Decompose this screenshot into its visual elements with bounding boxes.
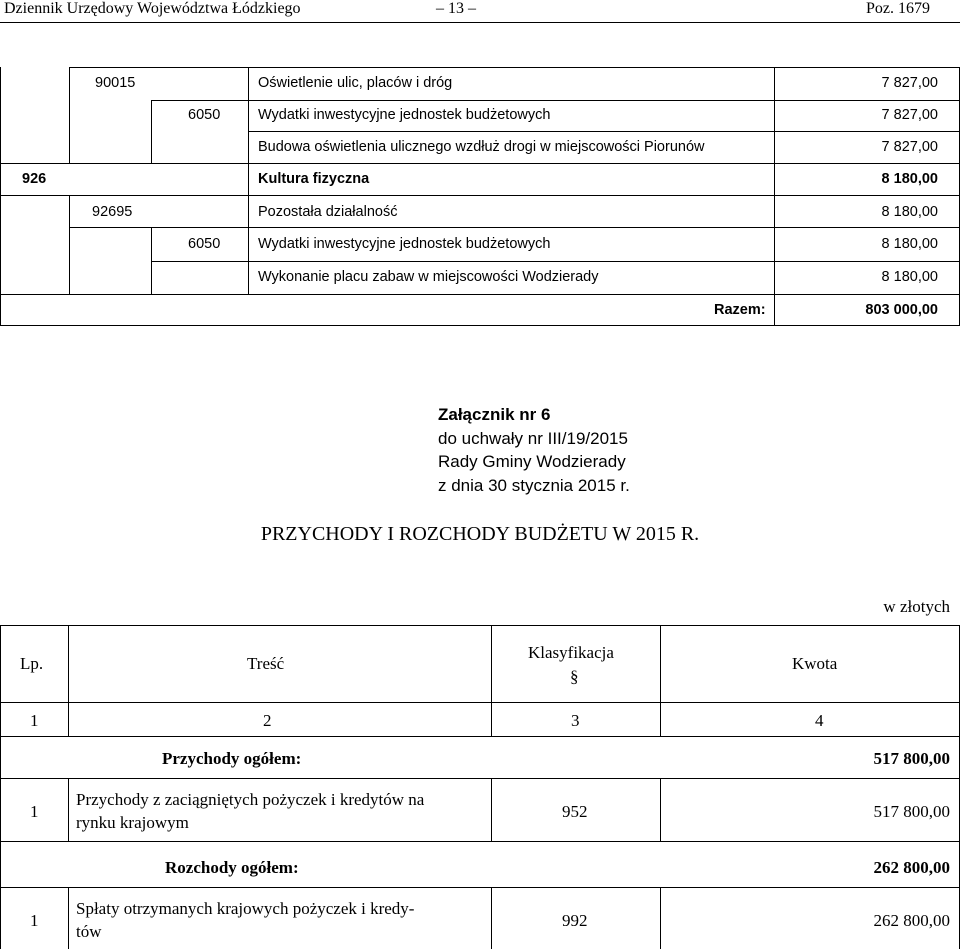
table-border: [248, 67, 249, 163]
column-number: 2: [263, 711, 272, 730]
expense-table: [0, 67, 960, 326]
journal-title: Dziennik Urzędowy Województwa Łódzkiego: [4, 0, 301, 17]
row-classification: 992: [562, 911, 588, 930]
table-border: [248, 163, 249, 294]
table-border: [0, 163, 1, 326]
table-border: [491, 887, 492, 949]
dzial-code: 926: [22, 171, 47, 187]
column-number: 3: [571, 711, 580, 730]
attachment-info: [438, 403, 630, 497]
paragraf-code: 6050: [188, 107, 221, 123]
table-border: [0, 841, 960, 842]
total-amount: 803 000,00: [865, 302, 938, 318]
income-total-label: Przychody ogółem:: [162, 749, 302, 768]
paragraf-code: 6050: [188, 236, 221, 252]
unit-label: w złotych: [883, 597, 950, 616]
table-border: [0, 294, 960, 295]
table-border: [0, 625, 1, 949]
table-border: [0, 736, 960, 737]
rozdzial-code: 92695: [92, 204, 133, 220]
table-border: [660, 887, 661, 949]
total-label: Razem:: [714, 302, 766, 318]
header-kwota: Kwota: [792, 654, 838, 673]
row-description: Budowa oświetlenia ulicznego wzdłuż drogi w miejscowości Piorunów: [258, 139, 705, 155]
page-header: [0, 0, 960, 22]
page-number: – 13 –: [436, 0, 476, 17]
row-amount: 8 180,00: [881, 171, 938, 187]
table-border: [68, 778, 69, 841]
row-amount: 7 827,00: [881, 75, 938, 91]
table-border: [0, 778, 960, 779]
budget-table: [0, 625, 960, 949]
attachment-council: Rady Gminy Wodzierady: [438, 452, 626, 471]
row-lp: 1: [30, 802, 39, 821]
row-amount: 7 827,00: [881, 107, 938, 123]
table-border: [774, 163, 775, 326]
table-border: [0, 702, 960, 703]
header-lp: Lp.: [20, 654, 44, 673]
table-border: [0, 67, 1, 163]
row-amount: 262 800,00: [873, 911, 950, 930]
row-description: Oświetlenie ulic, placów i dróg: [258, 75, 453, 91]
table-border: [0, 625, 960, 626]
table-border: [660, 778, 661, 841]
section-symbol: §: [570, 667, 579, 686]
position-number: Poz. 1679: [866, 0, 930, 17]
table-border: [151, 100, 152, 163]
table-border: [774, 67, 775, 163]
expense-total-value: 262 800,00: [873, 858, 950, 877]
table-border: [0, 163, 960, 164]
table-border: [151, 227, 152, 294]
table-border: [491, 625, 492, 736]
row-lp: 1: [30, 911, 39, 930]
row-description: Wykonanie placu zabaw w miejscowości Wodzierady: [258, 269, 599, 285]
row-amount: 8 180,00: [881, 204, 938, 220]
column-number: 4: [815, 711, 824, 730]
page-title: PRZYCHODY I ROZCHODY BUDŻETU W 2015 R.: [260, 523, 700, 545]
table-border: [68, 625, 69, 736]
table-border: [0, 887, 960, 888]
row-description: Wydatki inwestycyjne jednostek budżetowych: [258, 107, 551, 123]
table-border: [248, 131, 960, 132]
row-amount: 7 827,00: [881, 139, 938, 155]
row-description: Wydatki inwestycyjne jednostek budżetowych: [258, 236, 551, 252]
table-border: [491, 778, 492, 841]
row-amount: 517 800,00: [873, 802, 950, 821]
table-border: [0, 325, 960, 326]
header-tresc: Treść: [247, 654, 285, 673]
row-description: Pozostała działalność: [258, 204, 398, 220]
table-border: [69, 195, 70, 294]
row-description-line1: Przychody z zaciągniętych pożyczek i kredytów na: [76, 790, 425, 809]
row-description-line2: rynku krajowym: [76, 813, 189, 832]
row-description-line1: Spłaty otrzymanych krajowych pożyczek i kredy-: [76, 899, 415, 918]
header-klasyfikacja: Klasyfikacja: [528, 643, 614, 662]
table-border: [69, 67, 960, 68]
income-total-value: 517 800,00: [873, 749, 950, 768]
table-border: [68, 887, 69, 949]
row-description-line2: tów: [76, 922, 102, 941]
table-border: [69, 227, 960, 228]
row-description: Kultura fizyczna: [258, 171, 370, 187]
attachment-date: z dnia 30 stycznia 2015 r.: [438, 475, 630, 495]
table-border: [151, 261, 960, 262]
rozdzial-code: 90015: [95, 75, 136, 91]
expense-total-label: Rozchody ogółem:: [165, 858, 299, 877]
row-classification: 952: [562, 802, 588, 821]
table-border: [660, 625, 661, 736]
header-divider: [0, 22, 960, 23]
table-border: [0, 195, 960, 196]
table-border: [69, 67, 70, 163]
attachment-number: Załącznik nr 6: [438, 405, 551, 424]
row-amount: 8 180,00: [881, 269, 938, 285]
table-border: [151, 100, 960, 101]
row-amount: 8 180,00: [881, 236, 938, 252]
column-number: 1: [30, 711, 39, 730]
attachment-resolution: do uchwały nr III/19/2015: [438, 428, 628, 448]
